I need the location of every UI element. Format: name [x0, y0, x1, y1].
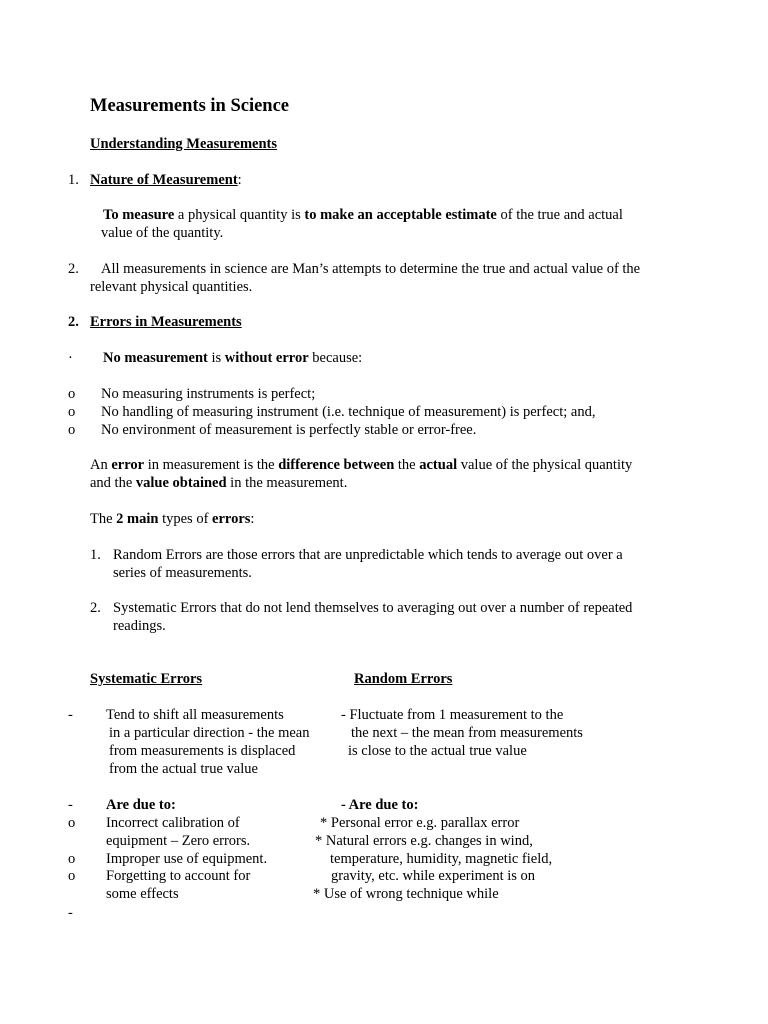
- error-definition-line2: [90, 474, 347, 492]
- item1-heading-colon: :: [237, 172, 242, 188]
- item1-number: 1.: [68, 172, 79, 188]
- err-def-6: in the measurement.: [226, 475, 348, 491]
- intro-text-1: is: [207, 350, 225, 366]
- random-cause: * Use of wrong technique while: [313, 886, 499, 902]
- systematic-desc-line: from measurements is displaced: [109, 743, 296, 759]
- random-cause: temperature, humidity, magnetic field,: [330, 851, 553, 867]
- random-cause: * Natural errors e.g. changes in wind,: [315, 833, 533, 849]
- err-def-1: An: [90, 457, 112, 473]
- cause-marker: o: [68, 868, 76, 884]
- type-number: 1.: [90, 547, 101, 563]
- measure-term: To measure: [103, 207, 175, 223]
- type-number: 2.: [90, 600, 101, 616]
- no-measurement-term: No measurement: [103, 350, 208, 366]
- err-def-3: the: [394, 457, 420, 473]
- type-line2: readings.: [113, 618, 166, 634]
- type-line1: Random Errors are those errors that are unpredictable which tends to average out over a: [113, 547, 623, 563]
- types-intro: [90, 510, 254, 528]
- value-obtained-term: value obtained: [135, 475, 227, 491]
- measure-text-2: of the true and actual: [496, 207, 623, 223]
- measure-definition-line1: [103, 206, 623, 224]
- random-due-label: - Are due to:: [341, 797, 419, 813]
- reason-item: No measuring instruments is perfect;: [101, 386, 316, 402]
- systematic-desc-line: Tend to shift all measurements: [106, 707, 284, 723]
- err-def-5: and the: [90, 475, 136, 491]
- random-desc-line: is close to the actual true value: [348, 743, 527, 759]
- systematic-desc-line: from the actual true value: [109, 761, 258, 777]
- intro-text-2: because:: [308, 350, 363, 366]
- systematic-due-label: Are due to:: [106, 797, 176, 813]
- systematic-cause: some effects: [106, 886, 179, 902]
- dash-marker: -: [68, 797, 73, 813]
- cause-marker: o: [68, 851, 76, 867]
- types-intro-1: The: [90, 511, 117, 527]
- bullet-dot: ·: [68, 350, 73, 366]
- dash-marker: -: [68, 905, 73, 921]
- error-definition-line1: [90, 456, 632, 474]
- type-line1: Systematic Errors that do not lend themselves to averaging out over a number of repeated: [113, 600, 633, 616]
- measure-definition-line2: value of the quantity.: [101, 225, 224, 241]
- reason-marker: o: [68, 404, 76, 420]
- difference-between-term: difference between: [278, 457, 395, 473]
- random-cause: * Personal error e.g. parallax error: [320, 815, 520, 831]
- point2-line1: All measurements in science are Man’s attempts to determine the true and actual value of the: [101, 261, 641, 277]
- random-cause: gravity, etc. while experiment is on: [331, 868, 536, 884]
- systematic-cause: Forgetting to account for: [106, 868, 251, 884]
- systematic-desc-line: in a particular direction - the mean: [109, 725, 310, 741]
- systematic-cause: equipment – Zero errors.: [106, 833, 251, 849]
- systematic-cause: Improper use of equipment.: [106, 851, 268, 867]
- types-intro-3: :: [250, 511, 255, 527]
- systematic-cause: Incorrect calibration of: [106, 815, 240, 831]
- random-desc-line: the next – the mean from measurements: [351, 725, 583, 741]
- random-desc-line: - Fluctuate from 1 measurement to the: [341, 707, 564, 723]
- errors-term: errors: [212, 511, 251, 527]
- point2-line2: relevant physical quantities.: [90, 279, 253, 295]
- measure-text-1: a physical quantity is: [174, 207, 305, 223]
- item2-number: 2.: [68, 314, 79, 330]
- section-heading: Understanding Measurements: [90, 136, 278, 152]
- error-term: error: [111, 457, 145, 473]
- cause-marker: o: [68, 815, 76, 831]
- type-line2: series of measurements.: [113, 565, 252, 581]
- dash-marker: -: [68, 707, 73, 723]
- actual-term: actual: [419, 457, 458, 473]
- measure-estimate-term: to make an acceptable estimate: [304, 207, 497, 223]
- point2-number: 2.: [68, 261, 79, 277]
- err-def-4: value of the physical quantity: [457, 457, 633, 473]
- random-errors-heading: Random Errors: [354, 671, 453, 687]
- reason-marker: o: [68, 422, 76, 438]
- page-title: Measurements in Science: [90, 96, 290, 116]
- reason-marker: o: [68, 386, 76, 402]
- reason-item: No environment of measurement is perfectly stable or error-free.: [101, 422, 477, 438]
- no-error-intro: [103, 349, 362, 367]
- item1-heading: Nature of Measurement: [90, 172, 238, 188]
- reason-item: No handling of measuring instrument (i.e. technique of measurement) is perfect; and,: [101, 404, 596, 420]
- systematic-errors-heading: Systematic Errors: [90, 671, 203, 687]
- err-def-2: in measurement is the: [144, 457, 279, 473]
- types-intro-2: types of: [158, 511, 213, 527]
- without-error-term: without error: [224, 350, 309, 366]
- two-main-term: 2 main: [116, 511, 159, 527]
- item2-heading: Errors in Measurements: [90, 314, 242, 330]
- item1-heading-line: [90, 171, 242, 189]
